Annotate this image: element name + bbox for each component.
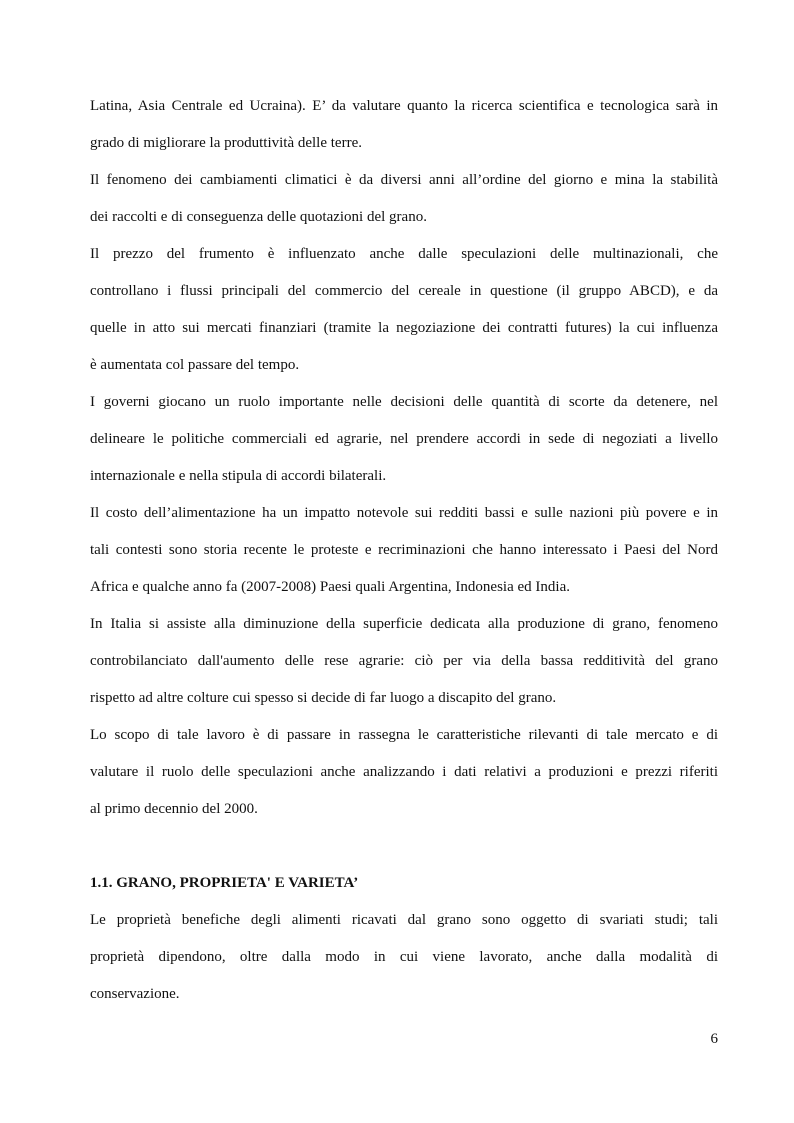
text-line: internazionale e nella stipula di accordi bilaterali. bbox=[90, 468, 387, 484]
text-line: Lo scopo di tale lavoro è di passare in rassegna le caratteristiche rilevanti di tale mercato e di bbox=[90, 727, 718, 743]
paragraph-5 bbox=[90, 495, 718, 606]
text-line: conservazione. bbox=[90, 986, 180, 1002]
text-line: grado di migliorare la produttività delle terre. bbox=[90, 135, 362, 151]
paragraph-7 bbox=[90, 717, 718, 828]
text-line: quelle in atto sui mercati finanziari (tramite la negoziazione dei contratti futures) la cui influenza bbox=[90, 320, 718, 336]
paragraph-4 bbox=[90, 384, 718, 495]
text-line: rispetto ad altre colture cui spesso si decide di far luogo a discapito del grano. bbox=[90, 690, 557, 706]
section-spacer bbox=[90, 828, 718, 865]
paragraph-6 bbox=[90, 606, 718, 717]
text-line: delineare le politiche commerciali ed agrarie, nel prendere accordi in sede di negoziati a livello bbox=[90, 431, 718, 447]
text-line: controbilanciato dall'aumento delle rese agrarie: ciò per via della bassa redditività del grano bbox=[90, 653, 718, 669]
section-paragraph bbox=[90, 902, 718, 1013]
text-line: dei raccolti e di conseguenza delle quotazioni del grano. bbox=[90, 209, 427, 225]
paragraph-2 bbox=[90, 162, 718, 236]
page-number: 6 bbox=[710, 1031, 718, 1047]
text-line: Latina, Asia Centrale ed Ucraina). E’ da valutare quanto la ricerca scientifica e tecnologica sarà in bbox=[90, 98, 718, 114]
text-line: valutare il ruolo delle speculazioni anche analizzando i dati relativi a produzioni e prezzi riferiti bbox=[90, 764, 718, 780]
text-line: Il prezzo del frumento è influenzato anche dalle speculazioni delle multinazionali, che bbox=[90, 246, 718, 262]
text-line: è aumentata col passare del tempo. bbox=[90, 357, 300, 373]
text-line: Le proprietà benefiche degli alimenti ricavati dal grano sono oggetto di svariati studi; tali bbox=[90, 912, 718, 928]
paragraph-1 bbox=[90, 88, 718, 162]
text-line: tali contesti sono storia recente le proteste e recriminazioni che hanno interessato i Paesi del Nord bbox=[90, 542, 718, 558]
text-line: I governi giocano un ruolo importante nelle decisioni delle quantità di scorte da detenere, nel bbox=[90, 394, 718, 410]
paragraph-3 bbox=[90, 236, 718, 384]
text-line: Africa e qualche anno fa (2007-2008) Paesi quali Argentina, Indonesia ed India. bbox=[90, 579, 570, 595]
text-line: proprietà dipendono, oltre dalla modo in cui viene lavorato, anche dalla modalità di bbox=[90, 949, 718, 965]
text-line: controllano i flussi principali del commercio del cereale in questione (il gruppo ABCD), e da bbox=[90, 283, 718, 299]
section-heading: 1.1. GRANO, PROPRIETA' E VARIETA’ bbox=[90, 875, 359, 891]
text-line: Il costo dell’alimentazione ha un impatto notevole sui redditi bassi e sulle nazioni più povere e in bbox=[90, 505, 718, 521]
text-line: al primo decennio del 2000. bbox=[90, 801, 258, 817]
text-line: In Italia si assiste alla diminuzione della superficie dedicata alla produzione di grano, fenomeno bbox=[90, 616, 718, 632]
text-line: Il fenomeno dei cambiamenti climatici è da diversi anni all’ordine del giorno e mina la stabilità bbox=[90, 172, 718, 188]
document-page bbox=[90, 88, 718, 1013]
